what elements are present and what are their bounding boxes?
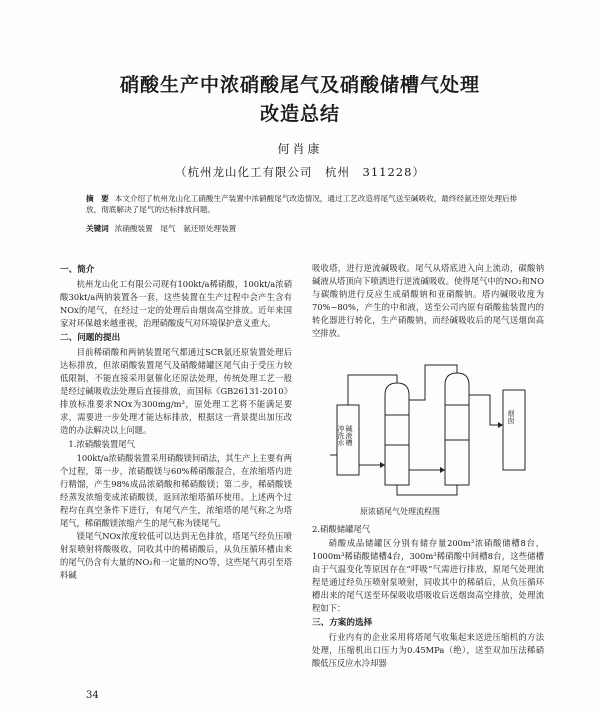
section-heading-scheme: 三、方案的选择 [312, 618, 373, 628]
author-name: 何肖康 [277, 142, 323, 156]
section-heading-intro: 一、简介 [60, 265, 95, 275]
paragraph: 行业内有的企业采用将塔尾气收集起来送进压缩机的方法处理，压缩机出口压力为0.45MPa（绝），送至双加压法稀硝酸低压反应水冷却器 [312, 632, 544, 668]
absorption-tower-1 [385, 383, 409, 485]
keywords [86, 223, 526, 234]
page-number: 34 [86, 690, 99, 701]
keywords-text: 浓硝酸装置 尾气 氨还原处理装置 [114, 224, 237, 233]
subsection-heading: 1.浓硝酸装置尾气 [68, 439, 136, 449]
figure-caption: 原浓硝尾气处理流程图 [360, 507, 440, 516]
paper-title-line2: 改造总结 [259, 103, 340, 125]
abstract [86, 193, 526, 215]
paper-title-line1: 硝酸生产中浓硝酸尾气及硝酸储槽气处理 [119, 74, 480, 96]
section-heading-problem: 二、问题的提出 [60, 333, 121, 343]
label-chimney: 烟囱 [507, 410, 515, 424]
label-wash-water: 冲洗水 [337, 425, 345, 446]
flow-arrow [380, 462, 385, 468]
abstract-text: 本文介绍了杭州龙山化工硝酸生产装置中浓硝酸尾气改造情况，通过工艺改造将尾气送至碱吸收，最终经氨还原处理后排放，彻底解决了尾气的达标排放问题。 [86, 194, 518, 214]
subsection-heading: 2.硝酸储罐尾气 [312, 524, 371, 534]
abstract-label: 摘 要 [86, 194, 109, 203]
process-flow-diagram [325, 355, 540, 505]
right-column-top [312, 262, 544, 340]
author-affiliation: （杭州龙山化工有限公司 杭州 311228） [175, 165, 425, 179]
paragraph: 目前稀硝酸和两钠装置尾气都通过SCR氨还原装置处理后达标排放，但浓硝酸装置尾气及硝酸储罐区尾气由于受压力较低限制，不能直接采用氨催化还原法处理，传统处理工艺一般是经过碱吸收法处理后直接排放，而国标《GB26131-2010》排放标准要求NOx为300mg/m³，原处理工艺将不能满足要求，需要进一步处理才能达标排放，根据这一背景提出加压改造的办法解决以上问题。 [60, 347, 292, 435]
flow-arrow [498, 422, 503, 428]
paragraph: 硝酸成品储罐区分别有储存量200m³浓硝酸储槽8台，1000m³稀硝酸储槽4台，300m³稀硝酸中间槽8台，这些储槽由于气温变化等原因存在“呼吸”气需进行排放，原尾气处理流程是通过经负压喷射泵喷射，同收其中的稀硝后，从负压循环槽出来的尾气送至环保吸收塔吸收后送烟囱高空排放，处理流程如下： [312, 538, 544, 613]
absorption-tower-2 [445, 373, 469, 485]
right-column-bottom [312, 522, 544, 670]
paragraph: 100kt/a浓硝酸装置采用硝酸镁间硝法，其生产上主要有两个过程，第一步，浓硝酸镁与60%稀硝酸混合，在浓缩塔内进行精馏，产生98%成品浓硝酸和稀硝酸镁；第二步，稀硝酸镁经蒸发浓缩变成浓硝酸镁，返回浓缩塔循环使用。上述两个过程均在真空条件下进行，有尾气产生，浓缩塔的尾气称之为塔尾气，稀硝酸镁浓缩产生的尾气称为镁尾气。 [60, 453, 292, 528]
paragraph: 吸收塔，进行逆流碱吸收。尾气从塔底进入向上流动，碳酸钠碱液从塔顶向下喷洒进行逆流碱吸收。使得尾气中的NO₂和NO与碳酸钠进行反应生成硝酸钠和亚硝酸钠。塔内碱吸收度为70%~80%，产生的中和液，送至公司内原有硝酸盐装置内的转化器进行转化，生产硝酸钠，而经碱吸收后的尾气送烟囱高空排放。 [312, 263, 544, 338]
left-column [60, 262, 292, 582]
flow-arrow [440, 467, 445, 473]
paragraph: 镁尾气NOx浓度较低可以达到无色排放，塔尾气经负压喷射泵喷射将酸吸收，同收其中的稀硝酸后，从负压循环槽由来的尾气仍含有大量的NO₂和一定量的NO等，这些尾气再引至塔料碱 [60, 531, 292, 580]
paragraph: 杭州龙山化工有限公司现有100kt/a稀硝酸，100kt/a浓硝酸30kt/a两钠装置各一套，这些装置在生产过程中会产生含有NOx的尾气，在经过一定的处理后由烟囱高空排放。近年来国家对环保越来越重视，治理硝酸废气对环境保护意义重大。 [60, 279, 292, 328]
chimney [503, 390, 525, 470]
keywords-label: 关键词 [86, 224, 109, 233]
label-alkali-tank: 碱液槽 [345, 425, 353, 446]
